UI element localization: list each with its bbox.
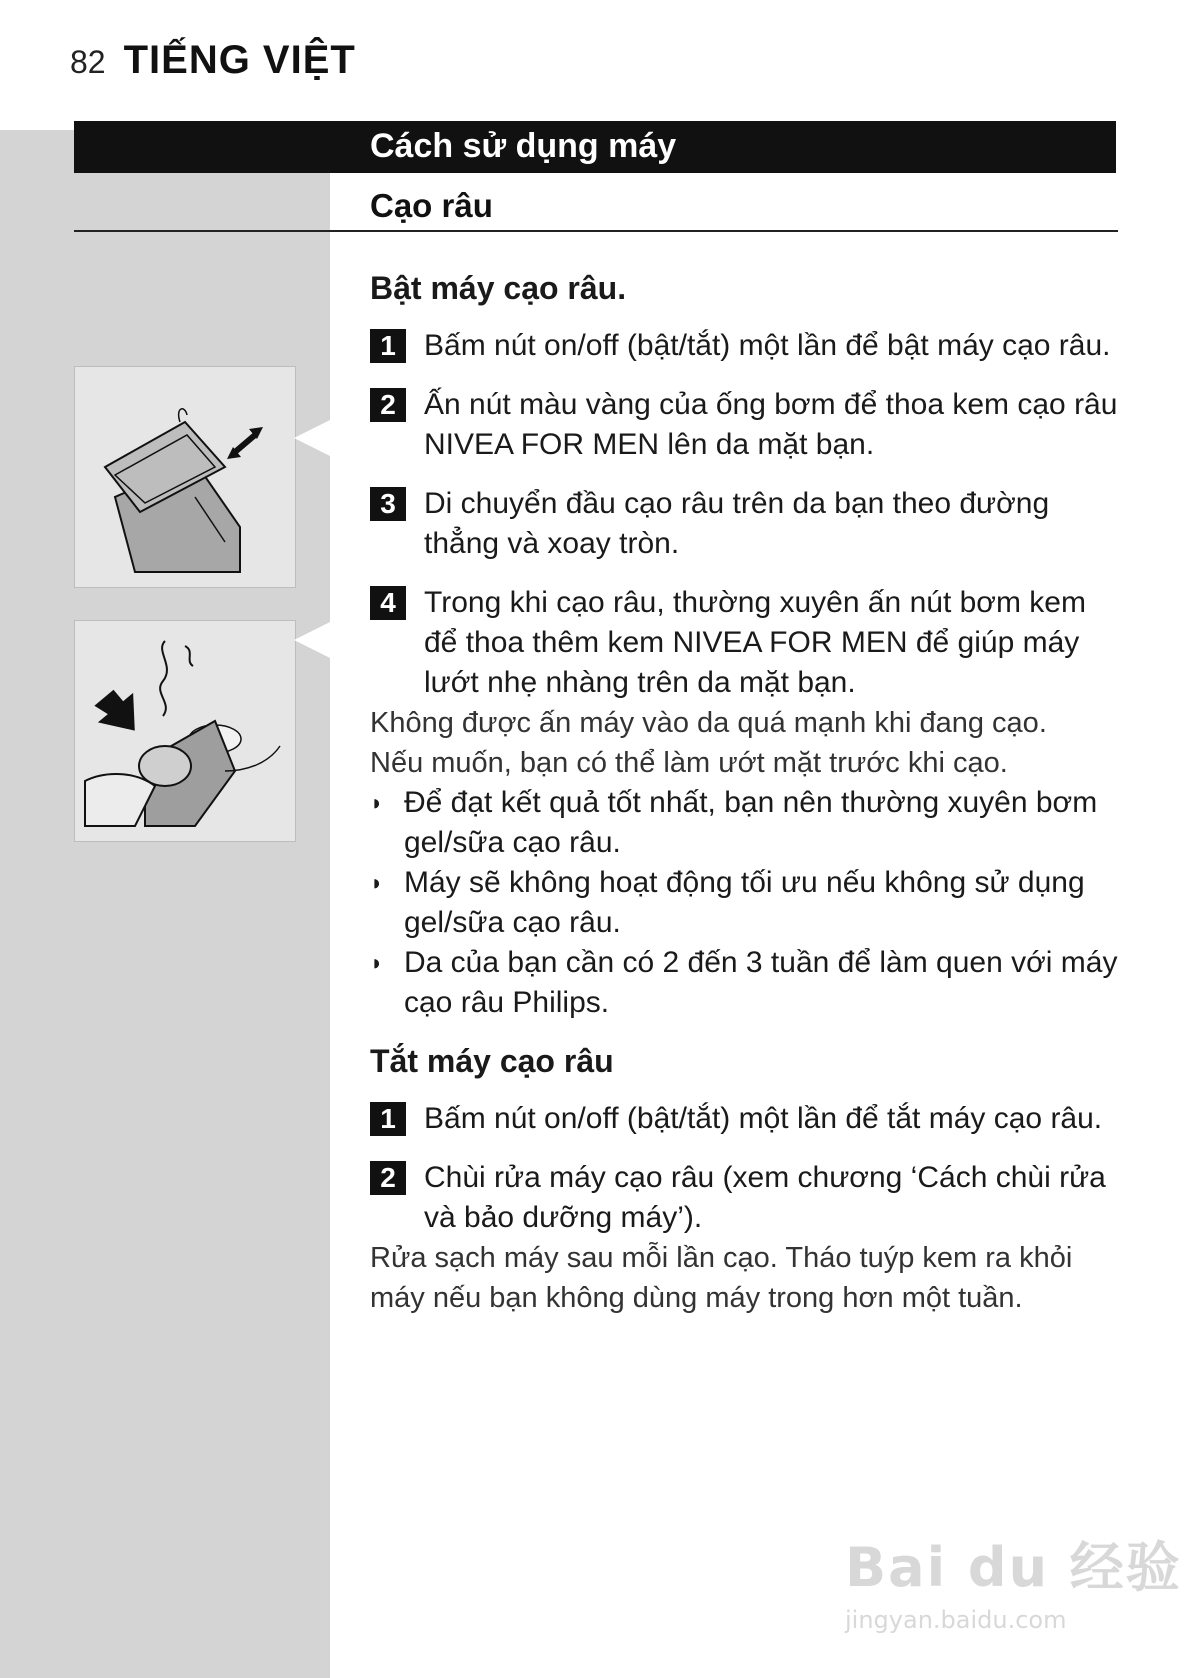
illustration-shaver-on [74, 366, 296, 588]
heading-turn-off: Tắt máy cạo râu [370, 1043, 614, 1079]
section-divider [74, 230, 1118, 232]
page-header [70, 38, 356, 83]
illustration-foam-pump [74, 620, 296, 842]
step-text: Chùi rửa máy cạo râu (xem chương ‘Cách chùi rửa và bảo dưỡng máy’). [424, 1161, 1106, 1234]
press-arrow-icon [88, 681, 152, 745]
main-content [370, 268, 1120, 1318]
watermark [845, 1525, 1182, 1634]
shaver-head-illustration [75, 367, 295, 587]
step-text: Ấn nút màu vàng của ống bơm để thoa kem cạo râu NIVEA FOR MEN lên da mặt bạn. [424, 388, 1118, 461]
language-title: TIẾNG VIỆT [123, 38, 356, 82]
step-number: 2 [370, 388, 406, 422]
step-number: 1 [370, 1102, 406, 1136]
step-item [370, 385, 1120, 465]
subsection-title: Cạo râu [370, 187, 493, 224]
step-item [370, 484, 1120, 564]
step-item [370, 1158, 1120, 1238]
bullet-icon: ◗ [370, 950, 384, 975]
bullet-item [370, 863, 1120, 943]
left-margin-band [0, 130, 330, 1678]
illustration-pointer [294, 622, 330, 658]
step-number: 1 [370, 329, 406, 363]
bullet-item [370, 783, 1120, 863]
bullet-text: Máy sẽ không hoạt động tối ưu nếu không sử dụng gel/sữa cạo râu. [404, 866, 1085, 939]
step-text: Bấm nút on/off (bật/tắt) một lần để tắt máy cạo râu. [424, 1102, 1103, 1135]
note-text: Rửa sạch máy sau mỗi lần cạo. Tháo tuýp kem ra khỏi máy nếu bạn không dùng máy trong hơn một tuần. [370, 1242, 1073, 1314]
foam-pump-illustration [75, 621, 295, 841]
note-text: Nếu muốn, bạn có thể làm ướt mặt trước khi cạo. [370, 747, 1008, 779]
step-number: 4 [370, 586, 406, 620]
step-item [370, 1099, 1120, 1139]
step-item [370, 583, 1120, 703]
bullet-icon: ◗ [370, 790, 384, 815]
bullet-icon: ◗ [370, 870, 384, 895]
rotate-arrow-icon [227, 427, 263, 459]
heading-turn-on: Bật máy cạo râu. [370, 270, 627, 306]
step-number: 2 [370, 1161, 406, 1195]
step-item [370, 326, 1120, 366]
illustration-pointer [294, 420, 330, 456]
page-number: 82 [70, 44, 106, 80]
step-text: Trong khi cạo râu, thường xuyên ấn nút bơm kem để thoa thêm kem NIVEA FOR MEN để giúp máy lướt nhẹ nhàng trên da mặt bạn. [424, 586, 1086, 699]
bullet-text: Da của bạn cần có 2 đến 3 tuần để làm quen với máy cạo râu Philips. [404, 946, 1118, 1019]
step-text: Di chuyển đầu cạo râu trên da bạn theo đường thẳng và xoay tròn. [424, 487, 1050, 560]
watermark-logo: Bai du 经验 [845, 1536, 1182, 1599]
watermark-url: jingyan.baidu.com [845, 1606, 1067, 1634]
section-title: Cách sử dụng máy [370, 127, 677, 165]
step-text: Bấm nút on/off (bật/tắt) một lần để bật máy cạo râu. [424, 329, 1111, 362]
note-text: Không được ấn máy vào da quá mạnh khi đang cạo. [370, 707, 1047, 739]
step-number: 3 [370, 487, 406, 521]
bullet-item [370, 943, 1120, 1023]
bullet-text: Để đạt kết quả tốt nhất, bạn nên thường xuyên bơm gel/sữa cạo râu. [404, 786, 1098, 859]
